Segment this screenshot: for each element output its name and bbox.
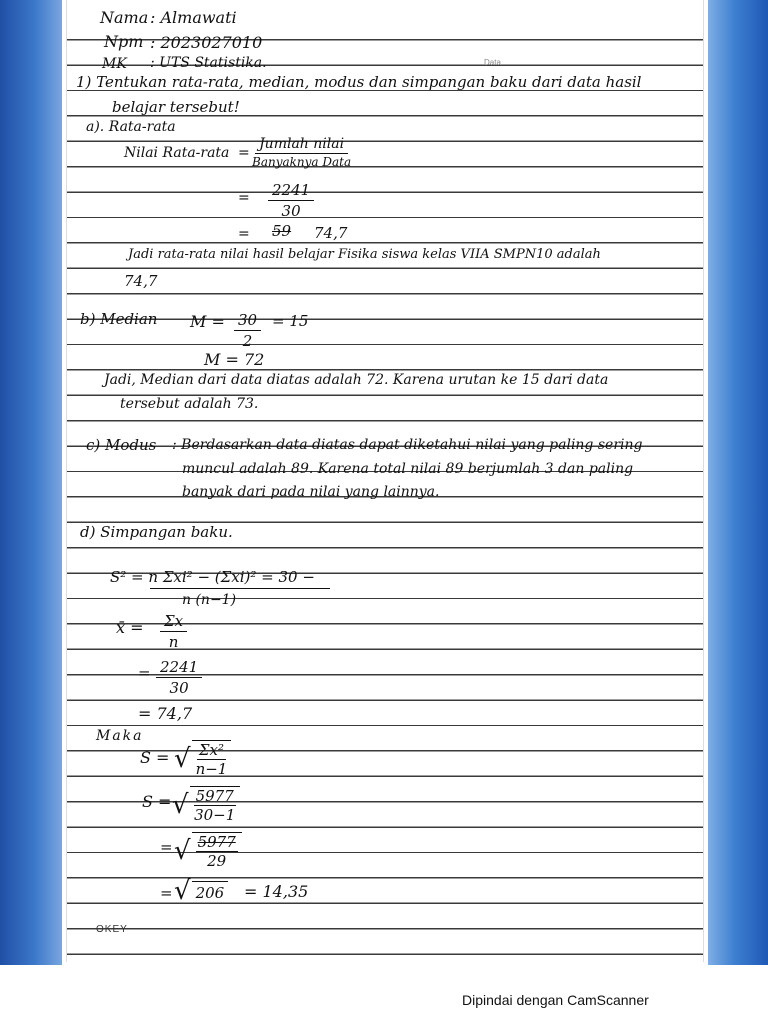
part-d-equals-a: = [138,664,151,682]
part-d-s2-denominator: n (n−1) [182,592,237,608]
part-b-frac-num: 30 [234,311,261,331]
part-d-root2-den: 30−1 [194,806,236,824]
part-c-line-1: : Berdasarkan data diatas dapat diketahui nilai yang paling sering [172,437,643,453]
part-a-equals-2: = [238,190,250,206]
part-d-root-1 [174,740,231,778]
part-b-fraction [234,311,261,350]
part-d-root-4 [174,878,228,904]
part-d-xbar-num: Σx [160,612,187,632]
part-b-formula-right: = 15 [272,312,309,330]
scan-background-left [0,0,62,965]
part-b-conclusion-2: tersebut adalah 73. [120,396,259,412]
part-a-fraction-1 [252,136,351,169]
part-a-conclusion-1: Jadi rata-rata nilai hasil belajar Fisika siswa kelas VIIA SMPN10 adalah [128,247,601,262]
part-d-s2-fraction-bar [150,588,330,589]
part-b-heading: b) Median [80,310,158,328]
npm-label: Npm [104,32,144,51]
nama-label: Nama [100,8,149,27]
camscanner-footer: Dipindai dengan CamScanner [462,992,649,1008]
part-a-result: 74,7 [314,224,348,242]
part-d-root-3 [174,832,242,870]
part-b-frac-den: 2 [242,332,253,350]
part-b-result: M = 72 [204,350,265,369]
part-d-s2-formula: S² = n Σxi² − (Σxi)² = 30 − [110,568,315,586]
part-d-xbar-left: x̄ = [116,618,144,637]
part-b-conclusion-1: Jadi, Median dari data diatas adalah 72. Karena urutan ke 15 dari data [104,372,609,388]
square-root-icon: √ [174,744,191,774]
part-d-root2-num: 5977 [195,787,234,805]
part-a-frac1-num: Jumlah nilai [255,136,348,154]
part-d-root4-value: 206 [195,883,225,902]
part-b-formula-left: M = [190,312,225,331]
scan-background-bottom [0,965,768,1024]
part-a-equals-3: = [238,226,250,242]
square-root-icon: √ [172,790,189,820]
part-a-heading: a). Rata-rata [86,119,176,135]
part-d-mean-fraction [156,658,202,697]
npm-value: : 2023027010 [150,33,263,52]
part-c-line-2: muncul adalah 89. Karena total nilai 89 berjumlah 3 dan paling [182,461,634,477]
part-d-xbar-den: n [168,633,179,651]
part-d-root1-den: n−1 [195,760,228,778]
paper-data-watermark: Data [484,58,501,67]
nama-value: : Almawati [150,8,237,27]
part-a-equals: = [238,145,250,161]
scan-background-right [708,0,768,965]
part-d-xbar-fraction [160,612,187,651]
mk-label: MK [102,56,127,72]
part-d-mean-den: 30 [169,679,189,697]
part-c-line-3: banyak dari pada nilai yang lainnya. [182,484,440,500]
part-d-maka: Maka [96,728,144,744]
part-a-struck-value: 59 [272,222,292,240]
part-d-root3-num: 5977 [197,833,236,851]
part-d-root3-den: 29 [207,852,227,870]
part-d-root-2 [172,786,240,824]
part-d-s-eq-2: S = [142,792,172,811]
question-line-1: 1) Tentukan rata-rata, median, modus dan simpangan baku dari data hasil [76,73,642,91]
part-a-fraction-2 [268,181,314,220]
square-root-icon: √ [174,836,191,866]
part-d-mean-num: 2241 [156,658,202,678]
paper-brand-logo: OKEY [96,924,128,935]
part-a-conclusion-2: 74,7 [124,272,158,290]
square-root-icon: √ [174,876,191,906]
part-d-root1-num: Σx² [198,741,224,759]
part-d-final-result: = 14,35 [244,882,309,901]
question-line-2: belajar tersebut! [112,98,240,116]
part-a-label: Nilai Rata-rata [124,145,230,161]
part-c-heading: c) Modus [86,436,157,454]
part-d-heading: d) Simpangan baku. [80,523,233,541]
part-d-s-eq-4: = [160,884,173,902]
part-d-s-eq-1: S = [140,748,170,767]
part-a-frac2-den: 30 [281,202,301,220]
part-d-s-eq-3: = [160,838,173,856]
part-a-frac1-den: Banyaknya Data [252,155,352,169]
part-d-xbar-result: = 74,7 [138,704,193,723]
part-a-frac2-num: 2241 [268,181,314,201]
mk-value: : UTS Statistika. [150,55,267,71]
